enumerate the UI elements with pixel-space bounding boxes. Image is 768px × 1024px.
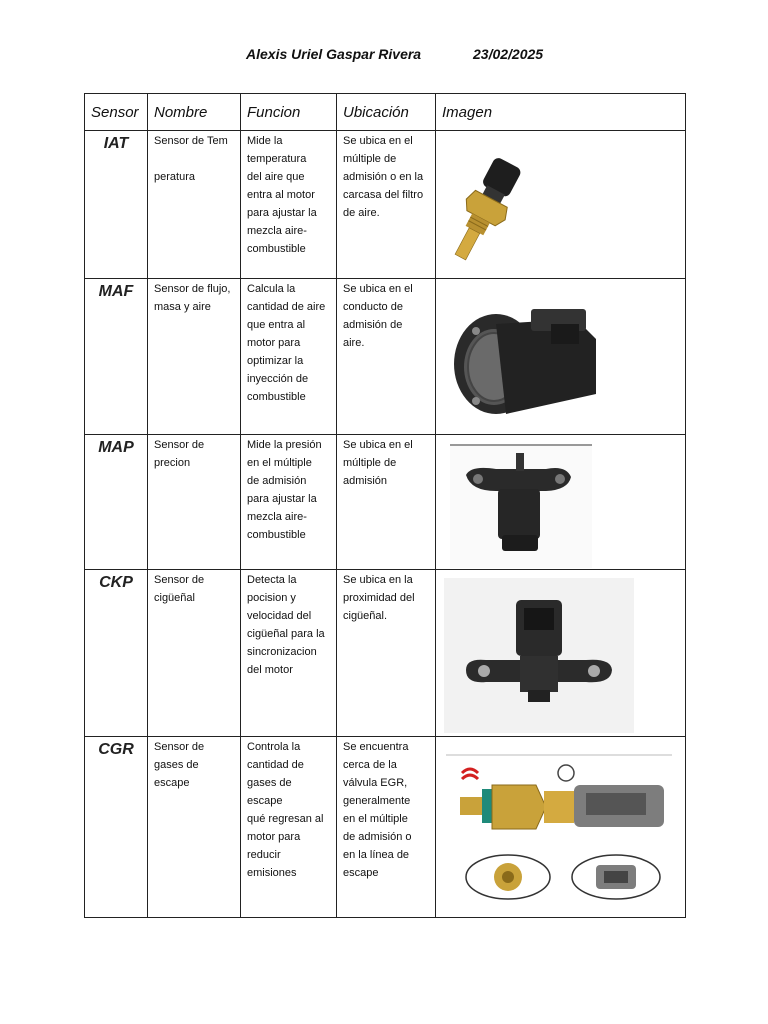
cell-line: carcasa del filtro <box>343 189 424 201</box>
cell-line: optimizar la <box>247 355 304 367</box>
column-header-nombre: Nombre <box>148 94 241 131</box>
cell-line: en el múltiple <box>343 813 408 825</box>
cell-line: Mide la <box>247 135 283 147</box>
table-row <box>85 737 686 918</box>
cell-line: mezcla aire- <box>247 225 307 237</box>
sensor-nombre <box>148 737 241 918</box>
cell-line: pocision y <box>247 592 296 604</box>
sensor-funcion <box>241 435 337 570</box>
cell-line: Sensor de flujo, <box>154 283 231 295</box>
cell-line: Sensor de Tem <box>154 135 228 147</box>
cell-line: motor para <box>247 831 301 843</box>
egr-sensor-photo <box>436 737 686 917</box>
column-header-sensor: Sensor <box>85 94 148 131</box>
cell-line: de admisión <box>247 475 307 487</box>
cell-line: Se ubica en el <box>343 135 413 147</box>
cell-line: mezcla aire- <box>247 511 307 523</box>
cell-line: aire. <box>343 337 365 349</box>
cell-line: escape <box>343 867 379 879</box>
cell-line: múltiple de <box>343 153 397 165</box>
cell-line: para ajustar la <box>247 493 317 505</box>
sensor-image-cell <box>436 435 686 570</box>
cell-line: generalmente <box>343 795 411 807</box>
column-header-funcion: Funcion <box>241 94 337 131</box>
cell-line: Sensor de <box>154 741 205 753</box>
cell-line: reducir <box>247 849 281 861</box>
cell-line: Calcula la <box>247 283 296 295</box>
cell-line: emisiones <box>247 867 297 879</box>
cell-line: sincronizacion <box>247 646 317 658</box>
cell-line: motor para <box>247 337 301 349</box>
sensor-funcion <box>241 279 337 435</box>
cell-line: temperatura <box>247 153 307 165</box>
sensor-code: MAF <box>85 279 148 435</box>
document-date: 23/02/2025 <box>473 46 544 62</box>
table-row <box>85 131 686 279</box>
sensor-funcion <box>241 737 337 918</box>
sensor-ubicacion <box>337 279 436 435</box>
cell-line: Se ubica en la <box>343 574 413 586</box>
sensor-nombre <box>148 279 241 435</box>
cell-line: del aire que <box>247 171 305 183</box>
cell-line: cerca de la <box>343 759 397 771</box>
cell-line: múltiple de <box>343 457 397 469</box>
cell-line: inyección de <box>247 373 309 385</box>
sensor-funcion <box>241 131 337 279</box>
cell-line: cigüeñal <box>154 592 195 604</box>
cell-line: combustible <box>247 529 306 541</box>
sensor-ubicacion <box>337 131 436 279</box>
cell-line: combustible <box>247 391 306 403</box>
table-header-row <box>85 94 686 131</box>
sensor-image-cell <box>436 131 686 279</box>
cell-line: cigüeñal para la <box>247 628 325 640</box>
maf-sensor-photo <box>436 279 686 434</box>
sensor-image-cell <box>436 570 686 737</box>
iat-sensor-photo <box>436 131 686 278</box>
cell-line: del motor <box>247 664 293 676</box>
cell-line: proximidad del <box>343 592 415 604</box>
sensor-table <box>84 93 686 918</box>
sensor-nombre <box>148 435 241 570</box>
cell-line: precion <box>154 457 191 469</box>
sensor-code: CKP <box>85 570 148 737</box>
cell-line: Se encuentra <box>343 741 409 753</box>
map-sensor-photo <box>436 435 686 569</box>
cell-line: Sensor de <box>154 574 205 586</box>
cell-line: en el múltiple <box>247 457 312 469</box>
cell-line: admisión de <box>343 319 403 331</box>
cell-line: Se ubica en el <box>343 439 413 451</box>
document-header <box>0 46 768 66</box>
cell-line: Detecta la <box>247 574 297 586</box>
sensor-code: MAP <box>85 435 148 570</box>
cell-line: peratura <box>154 171 195 183</box>
cell-line: Se ubica en el <box>343 283 413 295</box>
sensor-code: IAT <box>85 131 148 279</box>
cell-line: conducto de <box>343 301 403 313</box>
table-row <box>85 435 686 570</box>
cell-line: de admisión o <box>343 831 412 843</box>
cell-line <box>154 150 234 168</box>
cell-line: Controla la <box>247 741 301 753</box>
cell-line: qué regresan al <box>247 813 324 825</box>
sensor-image-cell <box>436 737 686 918</box>
sensor-nombre <box>148 131 241 279</box>
cell-line: para ajustar la <box>247 207 317 219</box>
column-header-imagen: Imagen <box>436 94 686 131</box>
author-name: Alexis Uriel Gaspar Rivera <box>246 46 422 62</box>
sensor-funcion <box>241 570 337 737</box>
cell-line: cantidad de <box>247 759 304 771</box>
cell-line: que entra al <box>247 319 306 331</box>
cell-line: cigüeñal. <box>343 610 388 622</box>
cell-line: combustible <box>247 243 306 255</box>
cell-line: admisión o en la <box>343 171 424 183</box>
cell-line: entra al motor <box>247 189 315 201</box>
cell-line: Sensor de <box>154 439 205 451</box>
sensor-image-cell <box>436 279 686 435</box>
cell-line: válvula EGR, <box>343 777 408 789</box>
cell-line: de aire. <box>343 207 380 219</box>
cell-line: velocidad del <box>247 610 312 622</box>
cell-line: admisión <box>343 475 388 487</box>
cell-line: gases de escape <box>247 777 292 807</box>
sensor-ubicacion <box>337 737 436 918</box>
cell-line: escape <box>154 777 190 789</box>
table-row <box>85 279 686 435</box>
sensor-code: CGR <box>85 737 148 918</box>
table-row <box>85 570 686 737</box>
sensor-ubicacion <box>337 570 436 737</box>
cell-line: masa y aire <box>154 301 211 313</box>
cell-line: gases de <box>154 759 199 771</box>
cell-line: en la línea de <box>343 849 410 861</box>
cell-line: cantidad de aire <box>247 301 326 313</box>
ckp-sensor-photo <box>436 570 686 736</box>
sensor-ubicacion <box>337 435 436 570</box>
column-header-ubicacion: Ubicación <box>337 94 436 131</box>
sensor-nombre <box>148 570 241 737</box>
cell-line: Mide la presión <box>247 439 322 451</box>
